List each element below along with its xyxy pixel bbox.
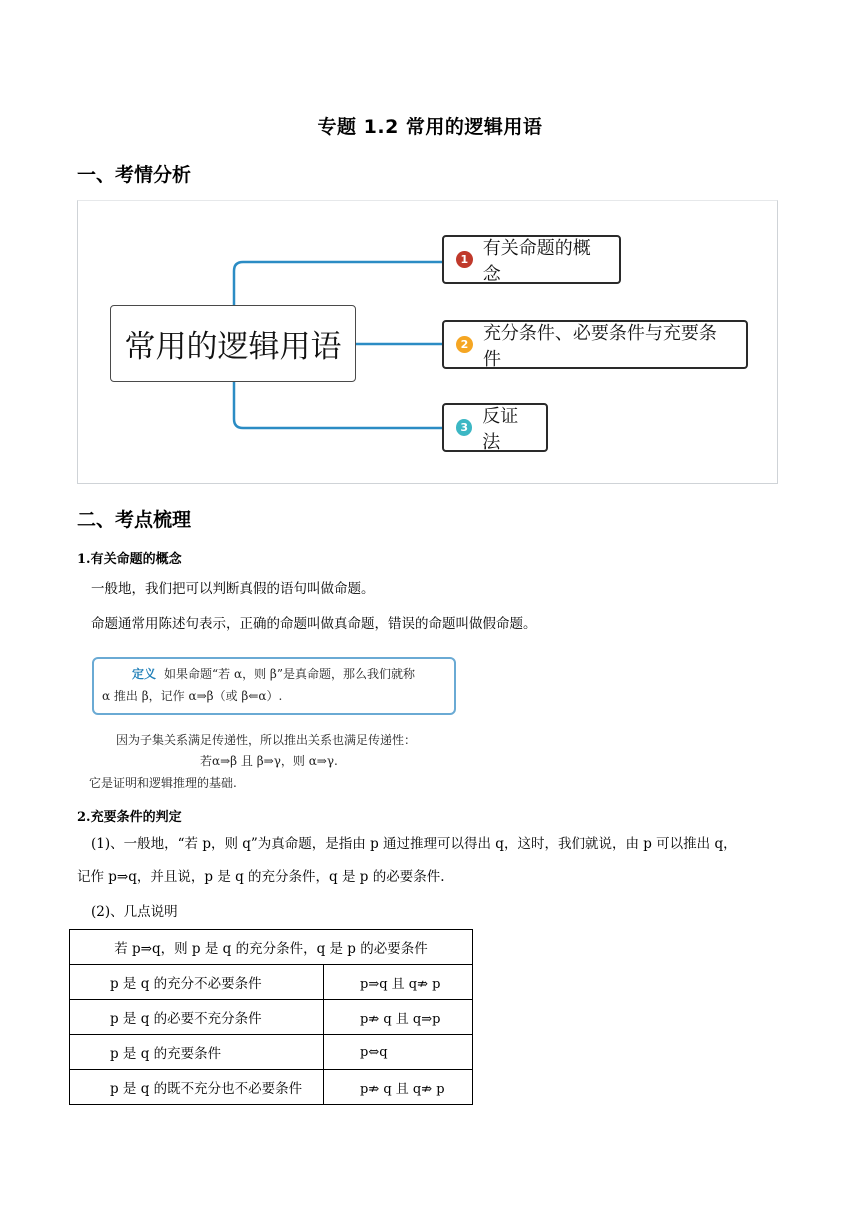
mindmap-node-3 — [442, 403, 548, 452]
transitivity-formula: 若α⇒β 且 β⇒γ，则 α⇒γ. — [200, 754, 338, 768]
number-badge-3-icon: 3 — [456, 419, 472, 436]
subheading-proposition-concept: 1.有关命题的概念 — [77, 552, 182, 567]
table-row — [70, 965, 473, 1000]
definition-keyword: 定义 — [132, 667, 157, 681]
table-cell-relation: p⇏ q 且 q⇒p — [324, 1000, 473, 1035]
mindmap-figure — [77, 200, 778, 484]
conditions-table — [69, 929, 473, 1105]
table-cell-condition: p 是 q 的充分不必要条件 — [70, 965, 324, 1000]
definition-line-1: 如果命题“若 α，则 β”是真命题，那么我们就称 — [164, 667, 415, 681]
document-title: 专题 1.2 常用的逻辑用语 — [317, 116, 543, 138]
table-header-cell: 若 p⇒q，则 p 是 q 的充分条件，q 是 p 的必要条件 — [70, 930, 473, 965]
mindmap-node-2-label: 充分条件、必要条件与充要条件 — [482, 322, 717, 370]
table-cell-condition: p 是 q 的既不充分也不必要条件 — [70, 1070, 324, 1105]
definition-box — [92, 657, 456, 715]
subheading-sufficient-necessary: 2.充要条件的判定 — [77, 810, 182, 825]
paragraph-true-false: 命题通常用陈述句表示，正确的命题叫做真命题，错误的命题叫做假命题。 — [91, 616, 537, 632]
table-row — [70, 1000, 473, 1035]
mindmap-node-3-label: 反证法 — [482, 405, 519, 453]
table-header-row — [70, 930, 473, 965]
paragraph-proposition-def: 一般地，我们把可以判断真假的语句叫做命题。 — [91, 581, 375, 597]
paragraph-implication-1: (1)、一般地，“若 p，则 q”为真命题，是指由 p 通过推理可以得出 q，这时，我们就说，由 p 可以推出 q， — [91, 836, 737, 852]
table-cell-condition: p 是 q 的必要不充分条件 — [70, 1000, 324, 1035]
foundation-text: 它是证明和逻辑推理的基础. — [89, 776, 237, 790]
paragraph-implication-2: 记作 p⇒q，并且说，p 是 q 的充分条件，q 是 p 的必要条件. — [77, 869, 445, 885]
connector-line-1 — [234, 262, 442, 305]
table-cell-condition: p 是 q 的充要条件 — [70, 1035, 324, 1070]
mindmap-node-1-label: 有关命题的概念 — [482, 237, 591, 285]
number-badge-1-icon: 1 — [456, 251, 473, 268]
definition-line-2: α 推出 β，记作 α⇒β（或 β⇐α）. — [102, 689, 283, 703]
section-heading-points: 二、考点梳理 — [77, 509, 192, 531]
table-cell-relation: p⇏ q 且 q⇏ p — [324, 1070, 473, 1105]
mindmap-node-2 — [442, 320, 748, 369]
table-row — [70, 1035, 473, 1070]
number-badge-2-icon: 2 — [456, 336, 473, 353]
table-cell-relation: p⇔q — [324, 1035, 473, 1070]
section-heading-analysis: 一、考情分析 — [77, 164, 192, 186]
mindmap-node-1 — [442, 235, 621, 284]
paragraph-notes-heading: (2)、几点说明 — [91, 904, 178, 920]
table-cell-relation: p⇒q 且 q⇏ p — [324, 965, 473, 1000]
connector-line-3 — [234, 382, 442, 428]
table-row — [70, 1070, 473, 1105]
transitivity-text: 因为子集关系满足传递性，所以推出关系也满足传递性： — [116, 733, 417, 747]
mindmap-center-node: 常用的逻辑用语 — [110, 305, 356, 382]
